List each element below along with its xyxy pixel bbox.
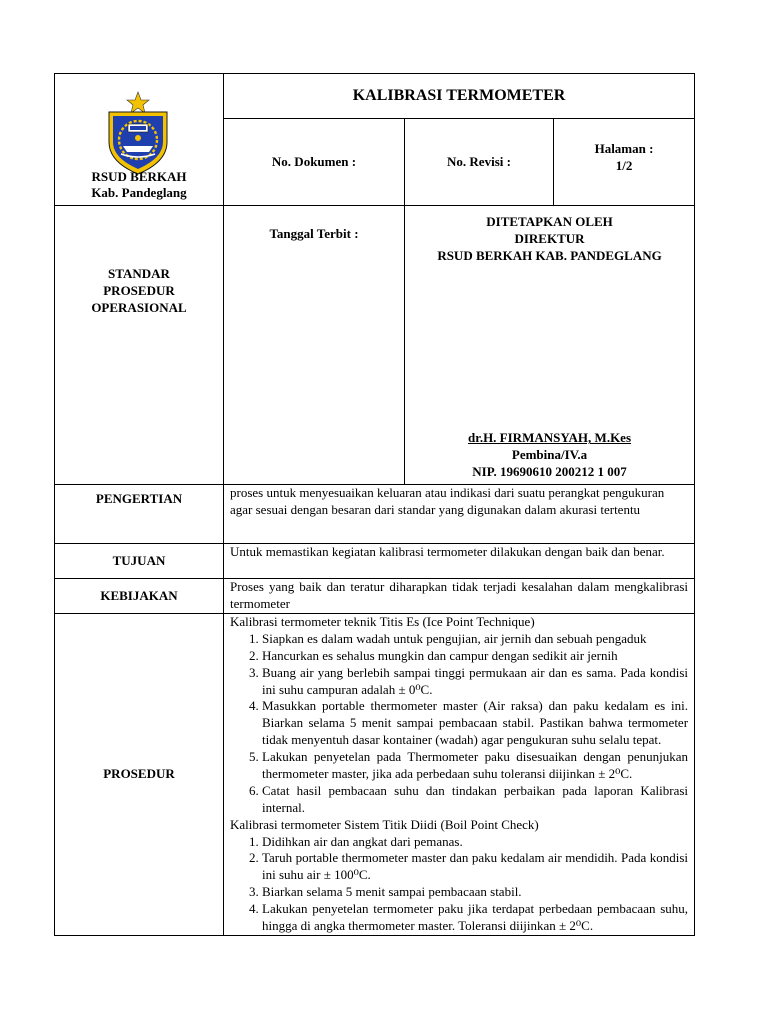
sop-type-cell	[55, 206, 224, 485]
list-item: 4. Lakukan penyetelan termometer paku jika terdapat perbedaan pembacaan suhu, hingga di angka thermometer master. Toleransi diijinkan ± 2⁰C.	[262, 901, 688, 935]
halaman-value: 1/2	[615, 158, 633, 173]
no-revisi-cell	[405, 119, 554, 206]
prosedur-part2-title: Kalibrasi termometer Sistem Titik Diidi (Boil Point Check)	[230, 816, 539, 832]
list-item: 4. Masukkan portable thermometer master (Air raksa) dan paku kedalam es ini. Biarkan selama 5 menit sampai pembacaan stabil. Pastikan bahwa termometer tidak menyentuh dasar kontainer (wadah) agar pengukuran suhu selalu tepat.	[262, 698, 688, 749]
sop-line-3: OPERASIONAL	[91, 299, 187, 315]
signer-rank: Pembina/IV.a	[511, 447, 588, 463]
no-dokumen-label: No. Dokumen :	[271, 153, 357, 169]
no-revisi-label: No. Revisi :	[447, 153, 511, 169]
approval-heading	[405, 214, 694, 265]
list-item: 3. Buang air yang berlebih sampai tinggi permukaan air dan es sama. Pada kondisi ini suhu campuran adalah ± 0⁰C.	[262, 665, 688, 699]
hospital-name: RSUD BERKAH	[91, 169, 187, 184]
sop-line-2: PROSEDUR	[103, 282, 175, 298]
prosedur-part1-steps	[230, 631, 688, 817]
signer-name: dr.H. FIRMANSYAH, M.Kes	[468, 430, 632, 446]
regional-emblem-icon	[101, 90, 175, 176]
prosedur-part2-steps	[230, 834, 688, 935]
tanggal-terbit-cell	[224, 206, 405, 485]
no-dokumen-cell	[224, 119, 405, 206]
kebijakan-text: Proses yang baik dan teratur diharapkan tidak terjadi kesalahan dalam mengkalibrasi termometer	[224, 579, 695, 614]
prosedur-part1-title: Kalibrasi termometer teknik Titis Es (Ice Point Technique)	[230, 614, 535, 629]
sop-line-1: STANDAR	[108, 266, 170, 281]
approval-cell	[405, 206, 695, 485]
signer-block	[405, 430, 694, 481]
list-item: 3. Biarkan selama 5 menit sampai pembacaan stabil.	[262, 884, 688, 901]
sop-document-table	[54, 73, 695, 936]
document-title: KALIBRASI TERMOMETER	[224, 74, 695, 119]
halaman-cell	[554, 119, 695, 206]
ditetapkan-line-3: RSUD BERKAH KAB. PANDEGLANG	[437, 247, 662, 263]
kebijakan-label: KEBIJAKAN	[55, 579, 224, 614]
list-item: 2. Hancurkan es sehalus mungkin dan campur dengan sedikit air jernih	[262, 648, 688, 665]
list-item: 1. Siapkan es dalam wadah untuk pengujian, air jernih dan sebuah pengaduk	[262, 631, 688, 648]
list-item: 5. Lakukan penyetelan pada Thermometer paku disesuaikan dengan penunjukan thermometer master, jika ada perbedaan suhu toleransi diijinkan ± 2⁰C.	[262, 749, 688, 783]
logo-cell	[55, 74, 224, 206]
list-item: 1. Didihkan air dan angkat dari pemanas.	[262, 834, 688, 851]
list-item: 6. Catat hasil pembacaan suhu dan tindakan perbaikan pada laporan Kalibrasi internal.	[262, 783, 688, 817]
tujuan-text: Untuk memastikan kegiatan kalibrasi termometer dilakukan dengan baik dan benar.	[224, 544, 695, 579]
prosedur-content	[224, 614, 695, 936]
halaman-label: Halaman :	[594, 141, 654, 157]
ditetapkan-line-2: DIREKTUR	[514, 230, 585, 246]
list-item: 2. Taruh portable thermometer master dan paku kedalam air mendidih. Pada kondisi ini suhu air ± 100⁰C.	[262, 850, 688, 884]
pengertian-text: proses untuk menyesuaikan keluaran atau indikasi dari suatu perangkat pengukuran agar sesuai dengan besaran dari standar yang digunakan dalam akurasi tertentu	[224, 485, 695, 544]
pengertian-label: PENGERTIAN	[55, 485, 224, 544]
tanggal-terbit-label: Tanggal Terbit :	[269, 226, 359, 241]
signer-nip: NIP. 19690610 200212 1 007	[472, 464, 627, 480]
tujuan-label: TUJUAN	[55, 544, 224, 579]
hospital-identity	[55, 169, 223, 202]
ditetapkan-line-1: DITETAPKAN OLEH	[486, 214, 613, 229]
prosedur-label: PROSEDUR	[55, 614, 224, 936]
hospital-region: Kab. Pandeglang	[91, 185, 187, 201]
